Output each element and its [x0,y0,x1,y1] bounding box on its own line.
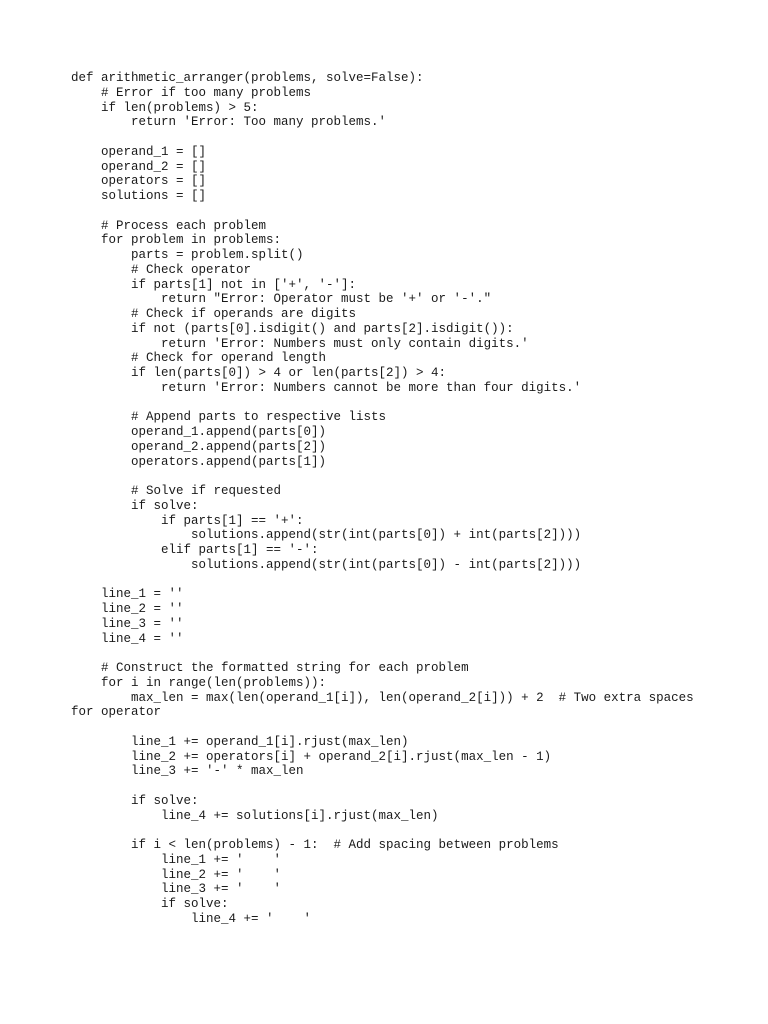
code-line: # Process each problem [71,218,267,233]
code-line [71,823,731,838]
code-line: operators = [] [71,174,207,189]
code-line: # Check for operand length [71,351,327,366]
code-block [71,71,731,927]
code-line: return "Error: Operator must be '+' or '-'." [71,292,492,307]
code-line: line_1 = '' [71,587,184,602]
code-line: if i < len(problems) - 1: # Add spacing between problems [71,838,559,852]
code-line: solutions = [] [71,189,207,203]
code-line: # Construct the formatted string for each problem [71,661,469,675]
code-line: def arithmetic_arranger(problems, solve=False): [71,71,424,85]
code-line [71,573,731,588]
code-line: if parts[1] == '+': [71,513,304,528]
code-line: return 'Error: Too many problems.' [71,115,387,130]
code-line: parts = problem.split() [71,248,304,262]
code-line [71,469,731,484]
code-line [71,720,731,735]
code-line: max_len = max(len(operand_1[i]), len(operand_2[i])) + 2 # Two extra spaces [71,690,694,705]
code-line: line_3 += '-' * max_len [71,764,304,779]
code-line: operand_2.append(parts[2]) [71,439,327,454]
code-line: line_1 += ' ' [71,852,282,867]
code-line: line_2 = '' [71,602,184,616]
code-line [71,646,731,661]
code-line: line_3 += ' ' [71,882,282,897]
code-line: # Check operator [71,262,252,277]
code-line [71,130,731,145]
code-line: if len(parts[0]) > 4 or len(parts[2]) > 4: [71,366,447,380]
code-line: solutions.append(str(int(parts[0]) - int(parts[2]))) [71,557,582,572]
code-line: line_2 += ' ' [71,867,282,882]
code-line [71,396,731,411]
code-line: return 'Error: Numbers must only contain digits.' [71,336,529,351]
code-line: # Append parts to respective lists [71,410,387,425]
code-line: line_2 += operators[i] + operand_2[i].rjust(max_len - 1) [71,749,552,764]
code-line: if solve: [71,498,199,513]
code-line: return 'Error: Numbers cannot be more than four digits.' [71,380,582,395]
code-line: # Error if too many problems [71,85,312,100]
code-line: line_1 += operand_1[i].rjust(max_len) [71,734,409,749]
code-line: for i in range(len(problems)): [71,675,327,690]
code-line: if parts[1] not in ['+', '-']: [71,277,357,292]
code-line: operand_2 = [] [71,159,207,174]
code-line: if not (parts[0].isdigit() and parts[2].isdigit()): [71,321,514,336]
code-line: # Solve if requested [71,484,282,498]
code-line: line_4 += ' ' [71,911,312,926]
code-line: if len(problems) > 5: [71,100,259,115]
code-line: line_3 = '' [71,616,184,631]
code-line: line_4 += solutions[i].rjust(max_len) [71,808,439,823]
code-line: operand_1 = [] [71,144,207,159]
code-line [71,779,731,794]
code-line: elif parts[1] == '-': [71,543,319,557]
code-line: if solve: [71,793,199,808]
code-line [71,204,731,219]
code-line: for problem in problems: [71,233,282,248]
code-line: line_4 = '' [71,631,184,646]
code-line: operators.append(parts[1]) [71,454,327,469]
code-line: if solve: [71,897,229,911]
code-line: operand_1.append(parts[0]) [71,425,327,439]
code-line: for operator [71,705,162,720]
code-line: solutions.append(str(int(parts[0]) + int(parts[2]))) [71,528,582,543]
code-line: # Check if operands are digits [71,307,357,321]
